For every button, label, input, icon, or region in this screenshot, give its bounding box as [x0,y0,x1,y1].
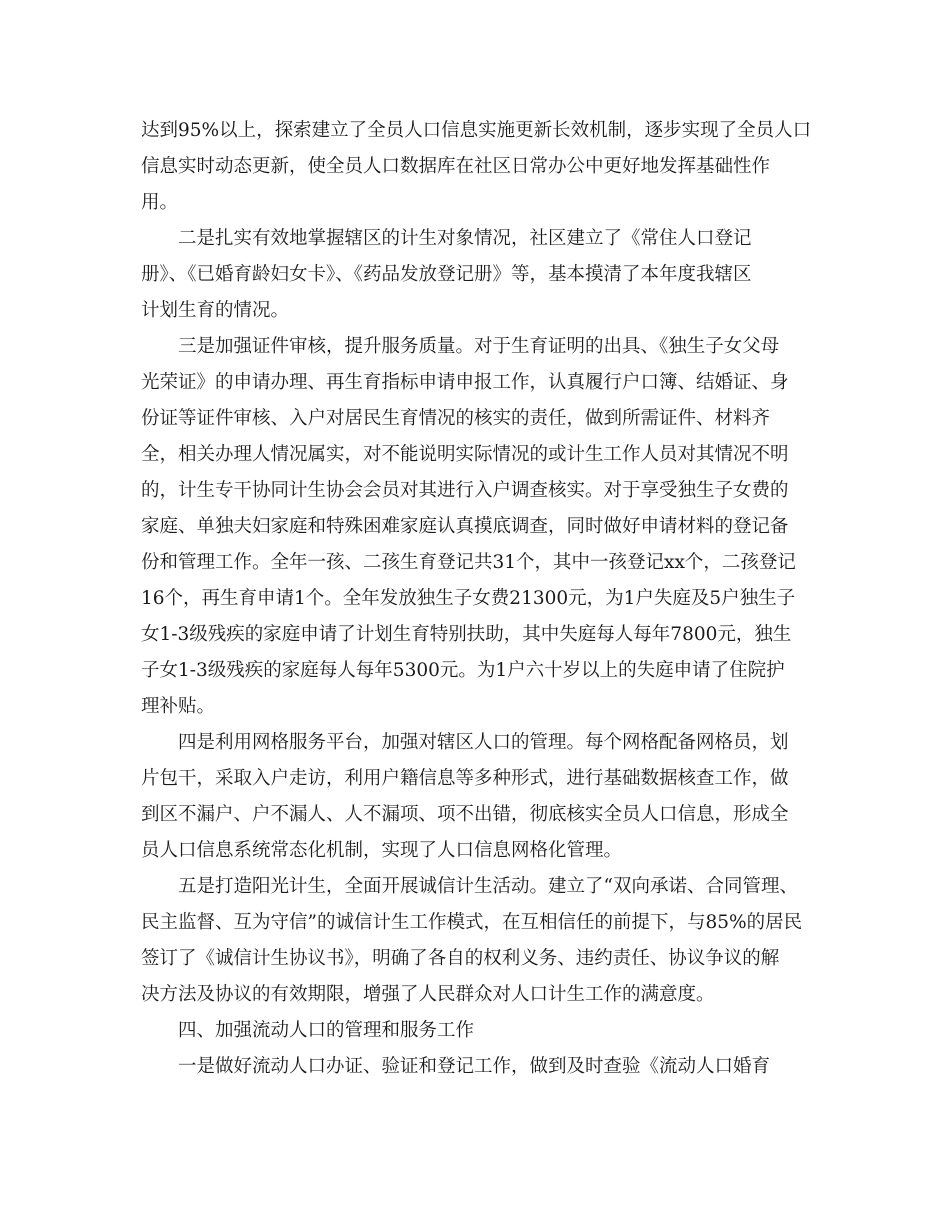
paragraph-start-line: 二是扎实有效地掌握辖区的计生对象情况，社区建立了《常住人口登记 [178,228,752,249]
text-line: 片包干，采取入户走访，利用户籍信息等多种形式，进行基础数据核查工作，做 [141,768,789,789]
text-line: 签订了《诚信计生协议书》，明确了各自的权利义务、违约责任、协议争议的解 [141,948,780,969]
text-line: 册》、《已婚育龄妇女卡》、《药品发放登记册》等，基本摸清了本年度我辖区 [141,264,752,285]
text-line: 决方法及协议的有效期限，增强了人民群众对人口计生工作的满意度。 [141,984,715,1005]
paragraph-start-line: 三是加强证件审核，提升服务质量。对于生育证明的出具、《独生子女父母 [178,336,780,357]
text-line: 份证等证件审核、入户对居民生育情况的核实的责任，做到所需证件、材料齐 [141,408,771,429]
text-line: 份和管理工作。全年一孩、二孩生育登记共31个，其中一孩登记xx个，二孩登记 [141,552,796,573]
text-line: 16个，再生育申请1个。全年发放独生子女费21300元，为1户失庭及5户独生子 [141,588,796,609]
text-line: 员人口信息系统常态化机制，实现了人口信息网格化管理。 [141,840,623,861]
text-line: 全，相关办理人情况属实，对不能说明实际情况的或计生工作人员对其情况不明 [141,444,789,465]
text-line: 计划生育的情况。 [141,300,290,321]
document-body [141,113,811,1085]
text-line: 子女1-3级残疾的家庭每人每年5300元。为1户六十岁以上的失庭申请了住院护 [141,660,785,681]
text-line: 理补贴。 [141,696,216,717]
text-line: 信息实时动态更新，使全员人口数据库在社区日常办公中更好地发挥基础性作 [141,156,771,177]
paragraph-start-line: 四是利用网格服务平台，加强对辖区人口的管理。每个网格配备网格员，划 [178,732,789,753]
paragraph-start-line: 五是打造阳光计生，全面开展诚信计生活动。建立了“双向承诺、合同管理、 [178,876,798,897]
text-line: 达到95%以上，探索建立了全员人口信息实施更新长效机制，逐步实现了全员人口 [141,120,812,141]
text-line: 到区不漏户、户不漏人、人不漏项、项不出错，彻底核实全员人口信息，形成全 [141,804,789,825]
paragraph-start-line: 一是做好流动人口办证、验证和登记工作，做到及时查验《流动人口婚育 [178,1056,771,1077]
text-line: 的，计生专干协同计生协会会员对其进行入户调查核实。对于享受独生子女费的 [141,480,789,501]
text-line: 民主监督、互为守信”的诚信计生工作模式，在互相信任的前提下，与85%的居民 [141,912,803,933]
text-line: 家庭、单独夫妇家庭和特殊困难家庭认真摸底调查，同时做好申请材料的登记备 [141,516,789,537]
text-line: 光荣证》的申请办理、再生育指标申请申报工作，认真履行户口簿、结婚证、身 [141,372,789,393]
section-heading: 四、加强流动人口的管理和服务工作 [178,1020,475,1041]
text-line: 女1-3级残疾的家庭申请了计划生育特别扶助，其中失庭每人每年7800元，独生 [141,624,792,645]
text-line: 用。 [141,192,179,213]
